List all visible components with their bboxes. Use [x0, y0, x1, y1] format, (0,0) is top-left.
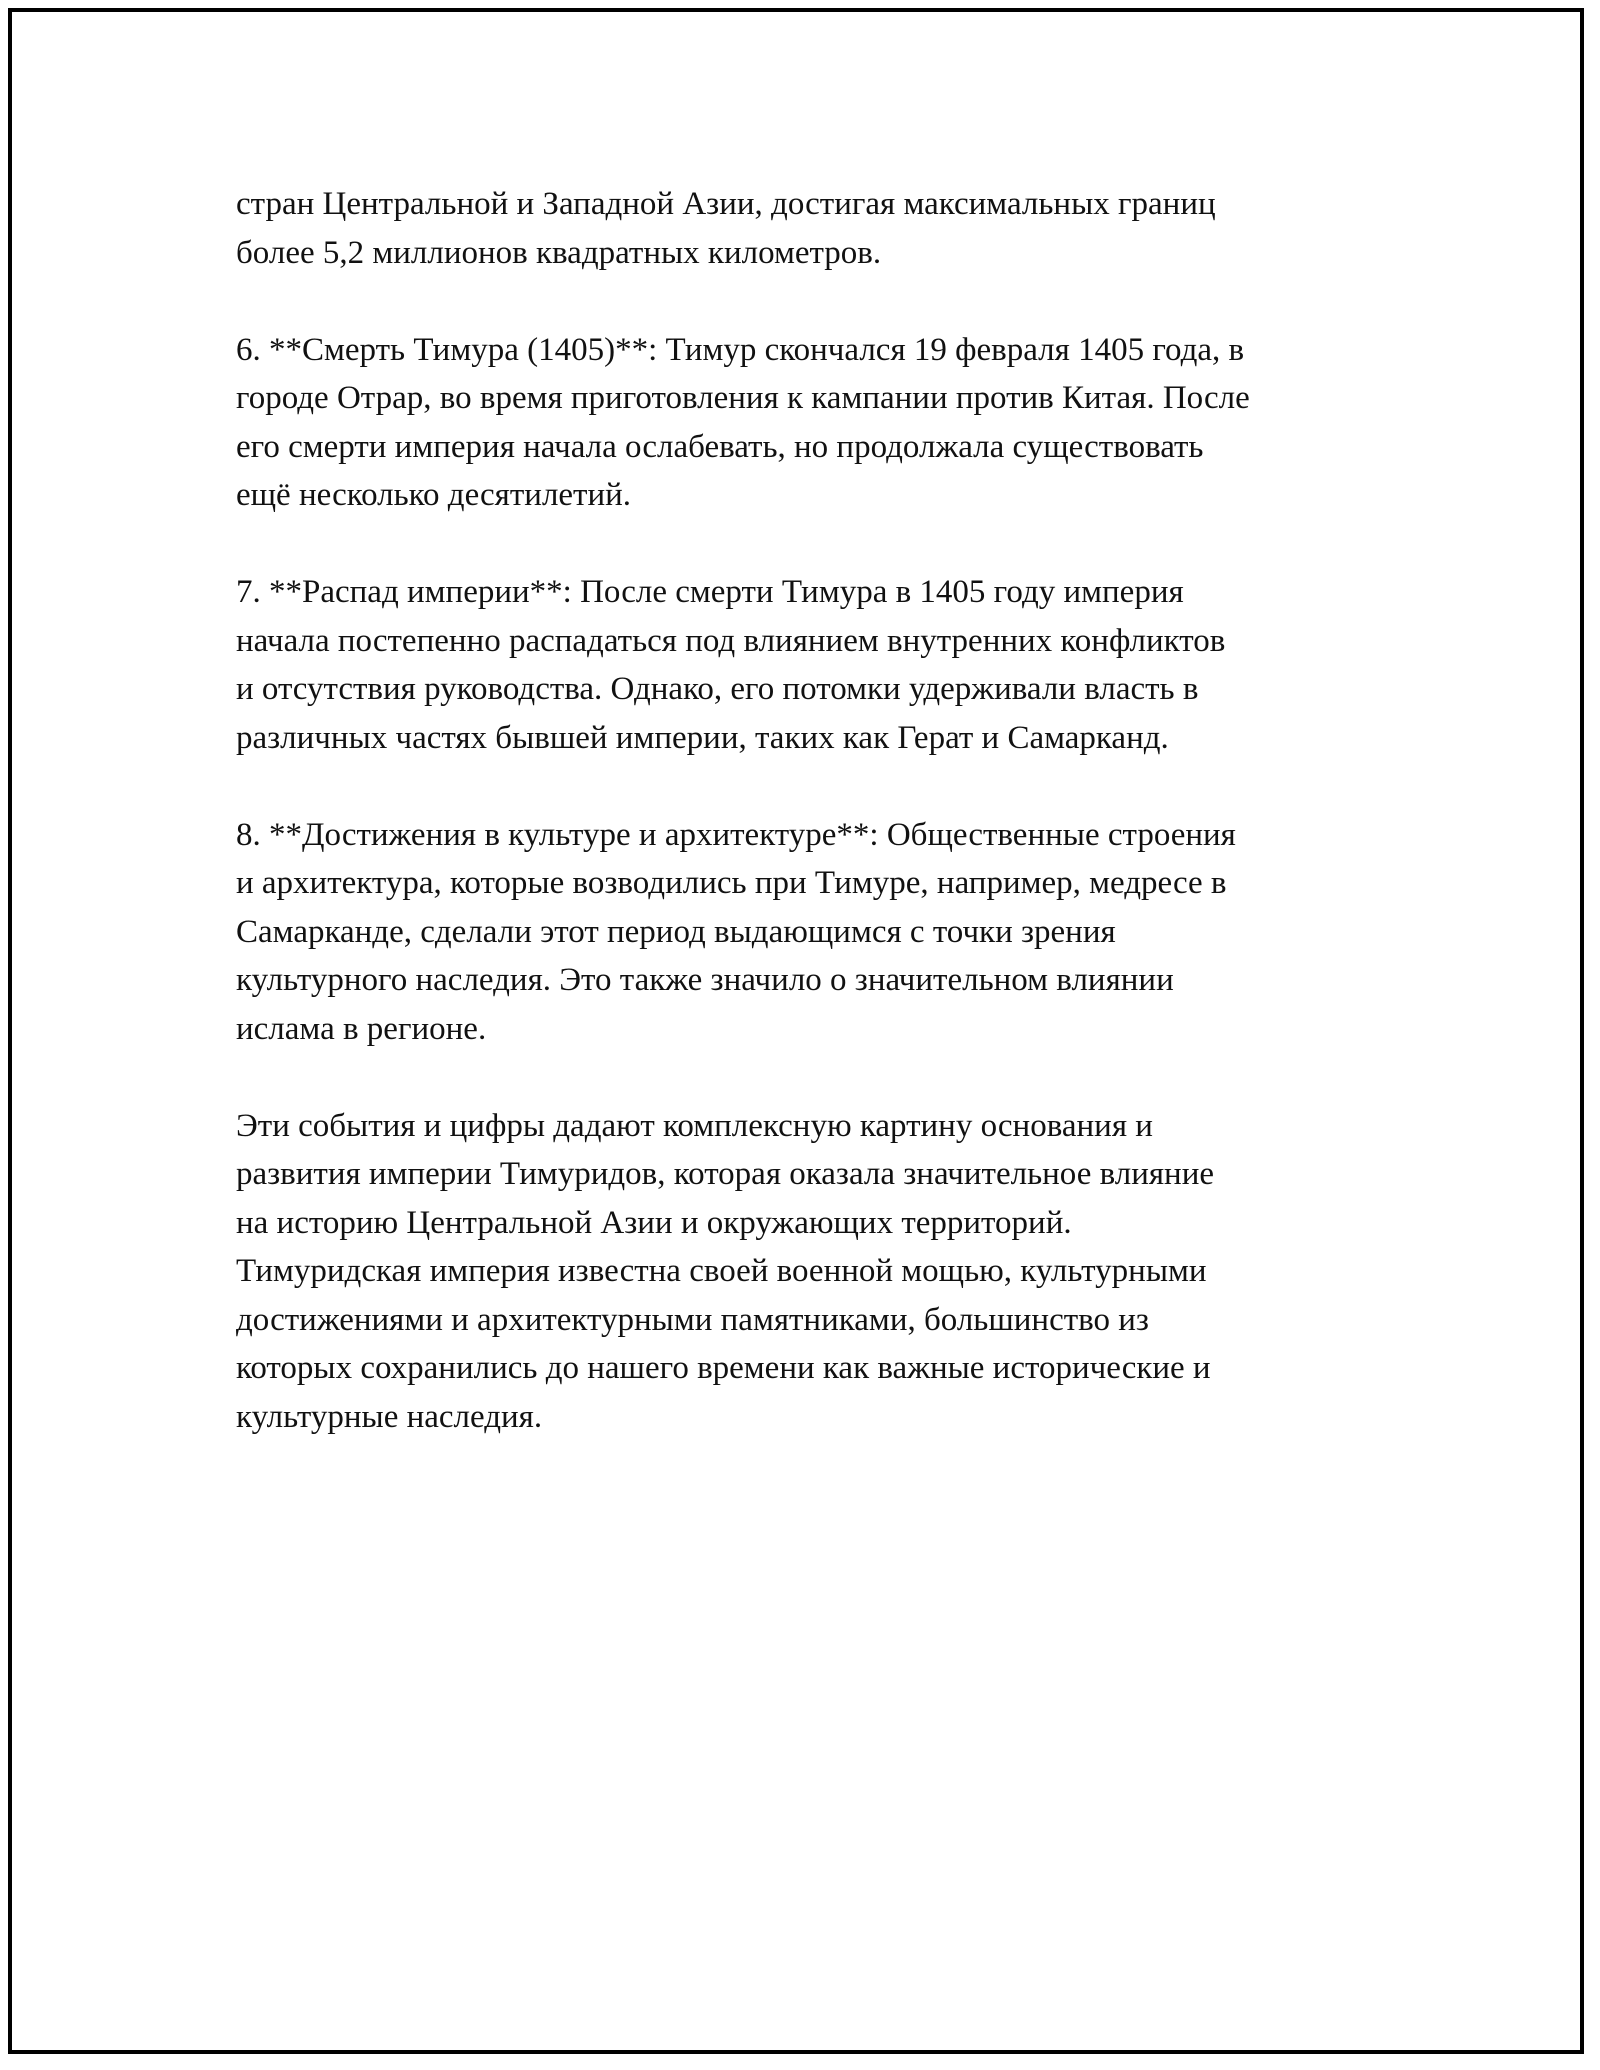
paragraph-culture-architecture: 8. **Достижения в культуре и архитектуре**: Общественные строения и архитектура, которые возводились при Тимуре, например, медресе в Самарканде, сделали этот период выдающимся с точки зрения культурного наследия. Это также значило о значительном влиянии ислама в регионе. [236, 816, 1236, 1047]
paragraph-empire-collapse: 7. **Распад империи**: После смерти Тимура в 1405 году империя начала постепенно распадаться под влиянием внутренних конфликтов и отсутствия руководства. Однако, его потомки удерживали власть в различных частях бывшей империи, таких как Герат и Самарканд. [236, 574, 1226, 756]
paragraph-conclusion: Эти события и цифры дадают комплексную картину основания и развития империи Тимуридов, которая оказала значительное влияние на историю Центральной Азии и окружающих территорий. Тимуридская империя известна своей военной мощью, культурными достижениями и архитектурными памятниками, большинство из которых сохранились до нашего времени как важные исторические и культурные наследия. [236, 1107, 1215, 1435]
paragraph-continuation: стран Центральной и Западной Азии, достигая максимальных границ более 5,2 миллионов квадратных километров. [236, 186, 1216, 271]
paragraph-timur-death: 6. **Смерть Тимура (1405)**: Тимур скончался 19 февраля 1405 года, в городе Отрар, во время приготовления к кампании против Китая. После его смерти империя начала ослабевать, но продолжала существовать ещё несколько десятилетий. [236, 331, 1250, 513]
document-body [236, 180, 1396, 1490]
